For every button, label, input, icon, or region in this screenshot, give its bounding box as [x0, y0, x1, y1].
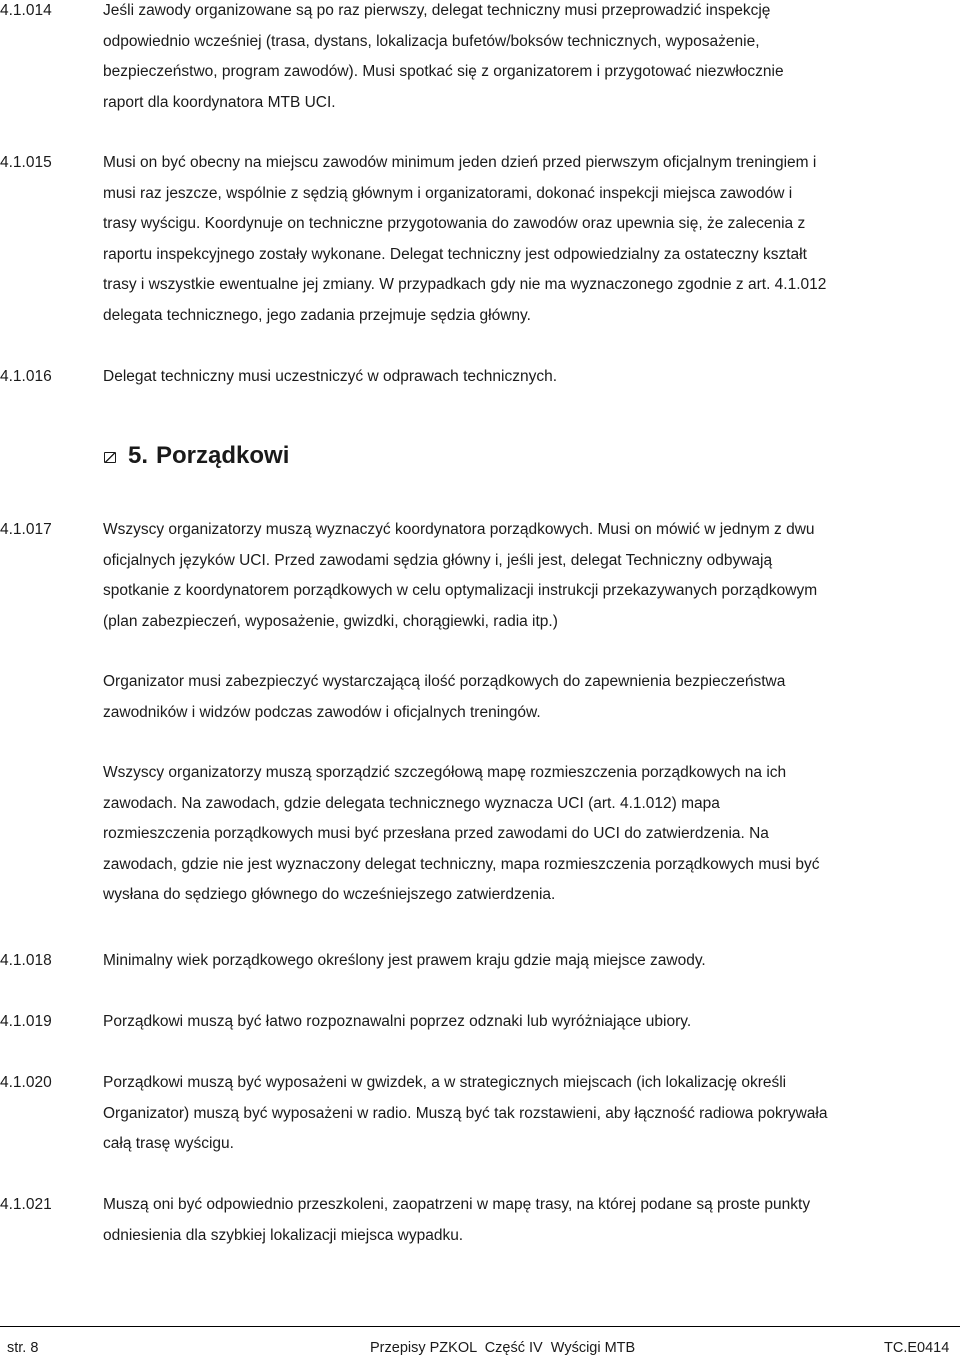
text-line: Jeśli zawody organizowane są po raz pierwszy, delegat techniczny musi przeprowadzić inspekcję: [103, 2, 771, 19]
section-body: [103, 515, 933, 911]
text-line: Porządkowi muszą być łatwo rozpoznawalni poprzez odznaki lub wyróżniające ubiory.: [103, 1013, 692, 1030]
section-body: [103, 1068, 933, 1160]
paragraph: [103, 148, 933, 331]
text-line: całą trasę wyścigu.: [103, 1135, 234, 1152]
section-body: [103, 1007, 933, 1038]
text-line: raport dla koordynatora MTB UCI.: [103, 93, 336, 111]
paragraph: [103, 0, 933, 118]
section-body: [103, 946, 933, 977]
section-number: 4.1.014: [0, 2, 52, 19]
section-number: 4.1.021: [0, 1196, 52, 1213]
text-line: Organizator) muszą być wyposażeni w radio. Muszą być tak rozstawieni, aby łączność radiowa pokrywała: [103, 1104, 828, 1122]
section-body: [103, 362, 933, 393]
section-number: 4.1.020: [0, 1074, 52, 1091]
text-line: spotkanie z koordynatorem porządkowych w celu optymalizacji instrukcji przekazywanych porządkowym: [103, 582, 818, 599]
text-line: delegata technicznego, jego zadania przejmuje sędzia główny.: [103, 306, 531, 324]
text-line: musi raz jeszcze, wspólnie z sędzią głównym i organizatorami, dokonać inspekcji miejsca zawodów i: [103, 184, 793, 202]
text-line: (plan zabezpieczeń, wyposażenie, gwizdki, chorągiewki, radia itp.): [103, 612, 558, 630]
text-line: Muszą oni być odpowiednio przeszkoleni, zaopatrzeni w mapę trasy, na której podane są proste punkty: [103, 1196, 811, 1213]
paragraph: [103, 1190, 933, 1251]
section-body: [103, 1190, 933, 1251]
text-line: wysłana do sędziego głównego do wcześniejszego zatwierdzenia.: [103, 886, 556, 903]
section-number: 4.1.017: [0, 521, 52, 538]
section-number: 4.1.018: [0, 952, 52, 969]
text-line: Organizator musi zabezpieczyć wystarczającą ilość porządkowych do zapewnienia bezpieczeństwa: [103, 673, 786, 690]
section-number: 4.1.016: [0, 368, 52, 385]
text-line: Delegat techniczny musi uczestniczyć w odprawach technicznych.: [103, 368, 558, 385]
text-line: zawodników i widzów podczas zawodów i oficjalnych treningów.: [103, 703, 541, 721]
paragraph: [103, 1007, 933, 1038]
text-line: Musi on być obecny na miejscu zawodów minimum jeden dzień przed pierwszym oficjalnym treningiem i: [103, 154, 817, 171]
text-line: oficjalnych języków UCI. Przed zawodami sędzia główny i, jeśli jest, delegat Techniczny odbywają: [103, 551, 773, 569]
text-line: trasy wyścigu. Koordynuje on techniczne przygotowania do zawodów oraz upewnia się, że zalecenia z: [103, 215, 806, 232]
text-line: Minimalny wiek porządkowego określony jest prawem kraju gdzie mają miejsce zawody.: [103, 952, 706, 969]
paragraph: [103, 515, 933, 637]
paragraph: [103, 1068, 933, 1160]
section-number: 4.1.015: [0, 154, 52, 171]
text-line: odpowiednio wcześniej (trasa, dystans, lokalizacja bufetów/boksów technicznych, wyposażenie,: [103, 32, 760, 50]
text-line: odniesienia dla szybkiej lokalizacji miejsca wypadku.: [103, 1226, 464, 1244]
text-line: rozmieszczenia porządkowych musi być przesłana przed zawodami do UCI do zatwierdzenia. Na: [103, 825, 769, 842]
text-line: Porządkowi muszą być wyposażeni w gwizdek, a w strategicznych miejscach (ich lokalizację określi: [103, 1074, 787, 1091]
text-line: bezpieczeństwo, program zawodów). Musi spotkać się z organizatorem i przygotować niezwłocznie: [103, 63, 784, 80]
text-line: zawodach, gdzie nie jest wyznaczony delegat techniczny, mapa rozmieszczenia porządkowych musi być: [103, 855, 820, 873]
checkbox-bullet-icon: [103, 450, 116, 463]
text-line: Wszyscy organizatorzy muszą sporządzić szczegółową mapę rozmieszczenia porządkowych na ich: [103, 764, 787, 781]
footer-title: Przepisy PZKOL Część IV Wyścigi MTB: [370, 1340, 636, 1356]
paragraph: [103, 667, 933, 728]
text-line: trasy i wszystkie ewentualne jej zmiany. W przypadkach gdy nie ma wyznaczonego zgodnie z art. 4.1.012: [103, 276, 827, 293]
section-body: [103, 148, 933, 331]
paragraph: [103, 946, 933, 977]
text-line: raportu inspekcyjnego zostały wykonane. Delegat techniczny jest odpowiedzialny za ostateczny kształt: [103, 245, 807, 263]
section-body: [103, 0, 933, 118]
paragraph: [103, 758, 933, 911]
section-number: 4.1.019: [0, 1013, 52, 1030]
footer-page: str. 8: [7, 1340, 39, 1356]
section-heading: [103, 436, 289, 476]
paragraph: [103, 362, 933, 393]
footer-divider: [0, 1326, 960, 1327]
text-line: zawodach. Na zawodach, gdzie delegata technicznego wyznacza UCI (art. 4.1.012) mapa: [103, 794, 720, 812]
footer-code: TC.E0414: [884, 1340, 950, 1356]
heading-number: 5.: [128, 442, 149, 469]
text-line: Wszyscy organizatorzy muszą wyznaczyć koordynatora porządkowych. Musi on mówić w jednym z dwu: [103, 521, 815, 538]
heading-title: Porządkowi: [156, 442, 290, 469]
